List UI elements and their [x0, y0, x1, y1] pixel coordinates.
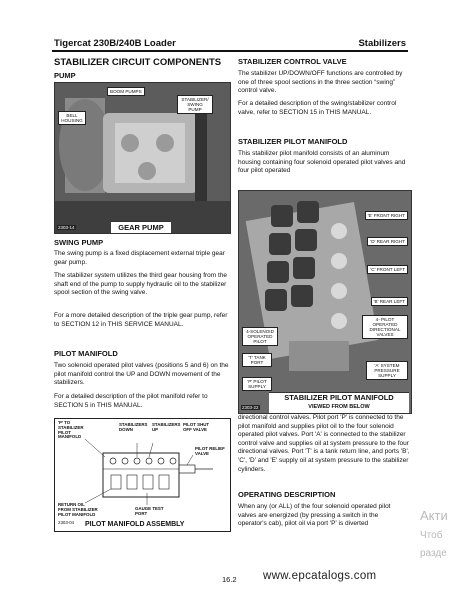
callout-e-front-right: 'E' FRONT RIGHT	[365, 211, 408, 220]
section-title: Stabilizers	[358, 38, 406, 49]
stabilizer-pilot-manifold-photo	[238, 190, 412, 414]
manifold-caption-band	[269, 392, 409, 413]
operating-description-heading: OPERATING DESCRIPTION	[238, 490, 336, 499]
diagram-figure-id: 2303-04	[58, 520, 75, 525]
overlay-text-line-1: Акти	[420, 508, 448, 523]
manifold-figure-id: 2303-22	[242, 405, 259, 410]
label-pilot-shut-off: PILOT SHUT OFF VALVE	[183, 422, 210, 432]
swing-pump-para-2: The stabilizer system utilizes the third gear housing from the shaft end of the pump to supply hydraulic oil to the stabilizer spool section of the swing valve.	[54, 272, 228, 297]
label-return-oil: RETURN OIL FROM STABILIZER PILOT MANIFOLD	[58, 502, 98, 517]
callout-c-front-left: 'C' FRONT LEFT	[367, 265, 408, 274]
callout-b-rear-left: 'B' REAR LEFT	[371, 297, 408, 306]
pilot-manifold-heading: PILOT MANIFOLD	[54, 349, 118, 358]
control-valve-para-2: For a detailed description of the swing/stabilizer control valve, refer to SECTION 15 in THIS MANUAL.	[238, 100, 397, 116]
callout-solenoid-pilot: 4-SOLENOID OPERATED PILOT	[242, 327, 278, 346]
header-rule	[52, 50, 408, 52]
manual-title: Tigercat 230B/240B Loader	[54, 38, 176, 49]
label-stabilizers-down: STABILIZERS DOWN	[119, 422, 148, 432]
manifold-caption: STABILIZER PILOT MANIFOLD	[284, 393, 394, 402]
stabilizer-pilot-manifold-para: This stabilizer pilot manifold consists of an aluminum housing containing four solenoid operated pilot valves and four pilot operated	[238, 150, 406, 175]
pilot-manifold-para-1: Two solenoid operated pilot valves (positions 5 and 6) on the pilot manifold control the UP and DOWN movement of the stabilizers.	[54, 362, 229, 387]
gear-pump-caption: GEAR PUMP	[111, 221, 171, 233]
operating-description-para: When any (or ALL) of the four solenoid operated pilot valves are energized (by pressing a switch in the operator's cab), pilot oil via port 'P' is diverted	[238, 503, 391, 528]
label-p-to-stabilizer: 'P’ TO STABILIZER PILOT MANIFOLD	[58, 420, 84, 440]
callout-bell-housing: BELL HOUSING	[58, 111, 86, 125]
callout-a-system-pressure: 'A' SYSTEM PRESSURE SUPPLY	[366, 361, 408, 380]
diagram-caption: PILOT MANIFOLD ASSEMBLY	[85, 521, 185, 528]
swing-pump-para-1: The swing pump is a fixed displacement external triple gear gear pump.	[54, 250, 225, 266]
swing-pump-heading: SWING PUMP	[54, 238, 104, 247]
callout-stabilizer-swing-pump: STABILIZER/ SWING PUMP	[177, 95, 213, 114]
site-watermark: www.epcatalogs.com	[263, 570, 377, 582]
figure-id: 2303-14	[58, 225, 75, 230]
stabilizer-pilot-manifold-heading: STABILIZER PILOT MANIFOLD	[238, 137, 348, 146]
callout-t-tank-port: 'T' TANK PORT	[242, 353, 272, 367]
label-stabilizers-up: STABILIZERS UP	[152, 422, 181, 432]
swing-pump-para-3: For a more detailed description of the triple gear pump, refer to SECTION 12 in THIS SERVICE MANUAL.	[54, 312, 228, 328]
manifold-subcaption: VIEWED FROM BELOW	[308, 404, 370, 410]
callout-boom-pumps: BOOM PUMPS	[107, 87, 145, 96]
pilot-manifold-diagram	[54, 418, 231, 532]
main-heading: STABILIZER CIRCUIT COMPONENTS	[54, 57, 222, 68]
control-valve-heading: STABILIZER CONTROL VALVE	[238, 57, 347, 66]
callout-p-pilot-supply: 'P' PILOT SUPPLY	[242, 377, 272, 391]
label-gauge-port: GAUGE TEST PORT	[135, 506, 164, 516]
control-valve-para-1: The stabilizer UP/DOWN/OFF functions are controlled by one of three spool sections in the three section “swing” control valve.	[238, 70, 403, 95]
pilot-manifold-para-2: For a detailed description of the pilot manifold refer to SECTION 5 in THIS MANUAL.	[54, 393, 208, 409]
gear-pump-photo	[54, 82, 231, 234]
page-number: 16.2	[222, 575, 237, 584]
label-pilot-relief: PILOT RELIEF VALVE	[195, 446, 225, 456]
callout-d-rear-right: 'D' REAR RIGHT	[367, 237, 408, 246]
pump-heading: PUMP	[54, 71, 76, 80]
overlay-text-line-2: Чтоб	[420, 530, 443, 541]
manifold-description-continued: directional control valves. Pilot port 'P' is connected to the pilot manifold and supplies pilot oil to the four solenoid operated pilot valves. Port 'A' is connected to the stabilizer control valve and supplies oil at system pressure to the four directional valves. Port 'T' is a tank return line, and ports 'B', 'C', 'D' and 'E' supply oil at system pressure to the stabilizer cylinders.	[238, 414, 410, 473]
callout-pilot-operated-valves: 4- PILOT OPERATED DIRECTIONAL VALVES	[362, 315, 408, 339]
overlay-text-line-3: разде	[420, 548, 447, 559]
